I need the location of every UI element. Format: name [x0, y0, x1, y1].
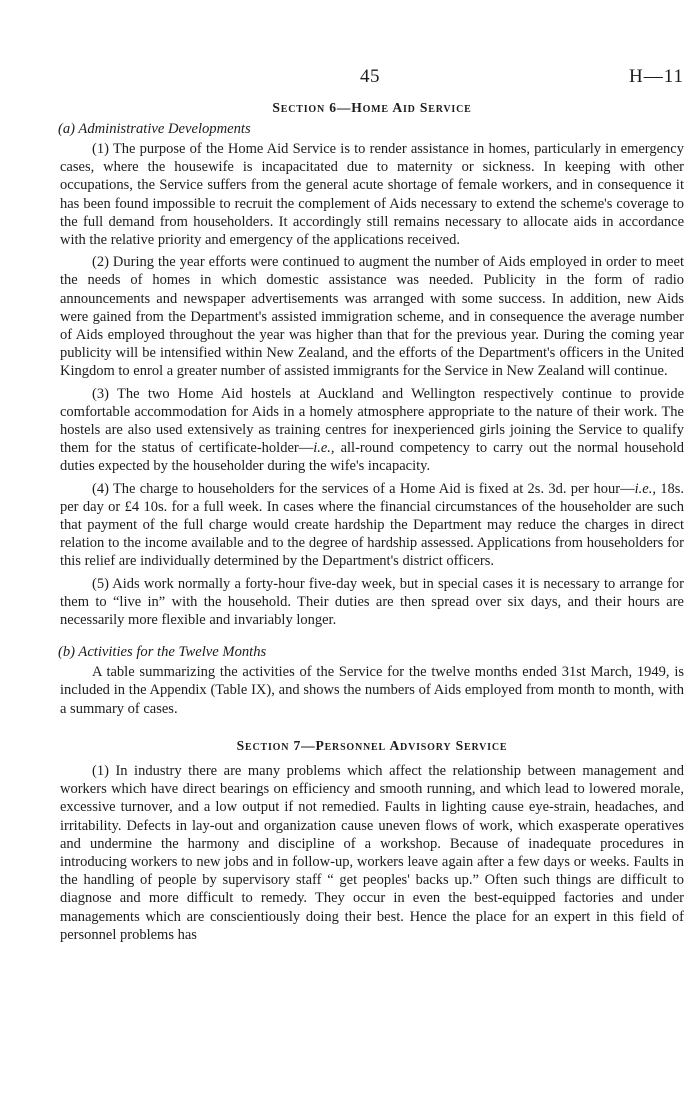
page-header — [60, 0, 684, 92]
paragraph-b: A table summarizing the activities of the Service for the twelve months ended 31st March, 1949, is included in the Appendix (Table IX), and shows the numbers of Aids employed from month to month, with a summary of cases. — [60, 664, 684, 717]
paragraph-a2: (2) During the year efforts were continued to augment the number of Aids employed in order to meet the needs of homes in which domestic assistance was needed. Publicity in the form of radio announcements and newspaper advertisements was arranged with some success. In addition, new Aids were gained from the Department's assisted immigration scheme, and in consequence the average number of Aids employed throughout the year was higher than that for the previous year. During the coming year publicity will be intensified within New Zealand, and the efforts of the Department's officers in the United Kingdom to enrol a greater number of assisted immigrants for the Service in New Zealand will continue. — [60, 254, 684, 380]
section-7-heading: Section 7—Personnel Advisory Service — [236, 737, 508, 753]
paragraph-7-1: (1) In industry there are many problems which affect the relationship between management and workers which have direct bearings on efficiency and smooth running, and which lead to lowered morale, excessive turnover, and a low output if not remedied. Faults in lighting cause eye-strain, headaches, and irritability. Defects in lay-out and organization cause uneven flows of work, which exasperate operatives and undermine the harmony and discipline of a workshop. Because of inadequate procedures in introducing workers to new jobs and in follow-up, workers leave again after a few days or weeks. Faults in the handling of people by supervisory staff “ get peoples' backs up.” Often such things are difficult to diagnose and more difficult to remedy. They occur in even the best-equipped factories and under managements which are conscientiously doing their best. Hence the place for an expert in this field of personnel problems has — [60, 762, 684, 943]
paragraph-a3 — [60, 385, 684, 476]
paragraph-a4-rest: 18s. per day or £4 10s. for a full week. In cases where the financial circumstances of the householder are such that payment of the full charge would create hardship the Department may reduce the charges in direct relation to the income available and to the degree of hardship assessed. Applications from householders for this relief are individually determined by the Department's district officers. — [60, 480, 684, 570]
paragraph-a4-ie: i.e., — [634, 480, 656, 497]
paragraph-a5: (5) Aids work normally a forty-hour five-day week, but in special cases it is necessary to arrange for them to “live in” with the household. Their duties are then spread over six days, and their hours are necessarily more flexible and invariably longer. — [60, 575, 684, 629]
document-page — [60, 0, 684, 948]
subheading-activities-twelve-months: (b) Activities for the Twelve Months — [58, 644, 267, 661]
paragraph-a4-text: (4) The charge to householders for the services of a Home Aid is fixed at 2s. 3d. per hour— — [92, 480, 635, 497]
paragraph-a4 — [60, 480, 684, 571]
paragraph-a3-ie: i.e., — [313, 440, 335, 457]
paragraph-a3-rest: all-round competency to carry out the normal household duties expected by the householder during the wife's incapacity. — [60, 440, 685, 475]
paragraph-a1: (1) The purpose of the Home Aid Service is to render assistance in homes, particularly in emergency cases, where the housewife is incapacitated due to maternity or sickness. In keeping with other occupations, the Service suffers from the general acute shortage of female workers, and in consequence it has been found impossible to recruit the complement of Aids necessary to extend the scheme's coverage to the full demand from householders. It accordingly still remains necessary to allocate aids in accordance with the relative priority and emergency of the applications received. — [60, 141, 684, 249]
subheading-administrative-developments: (a) Administrative Developments — [58, 121, 251, 137]
section-6-heading: Section 6—Home Aid Service — [272, 100, 472, 115]
paragraph-a3-text: (3) The two Home Aid hostels at Auckland and Wellington respectively continue to provide comfortable accommodation for Aids in a homely atmosphere appropriate to the nature of their work. The hostels are also used extensively as training centres for inexperienced girls joining the Service to qualify them for the status of certificate-holder— — [60, 385, 684, 457]
document-reference: H—11 — [628, 66, 684, 87]
page-number: 45 — [360, 66, 380, 87]
